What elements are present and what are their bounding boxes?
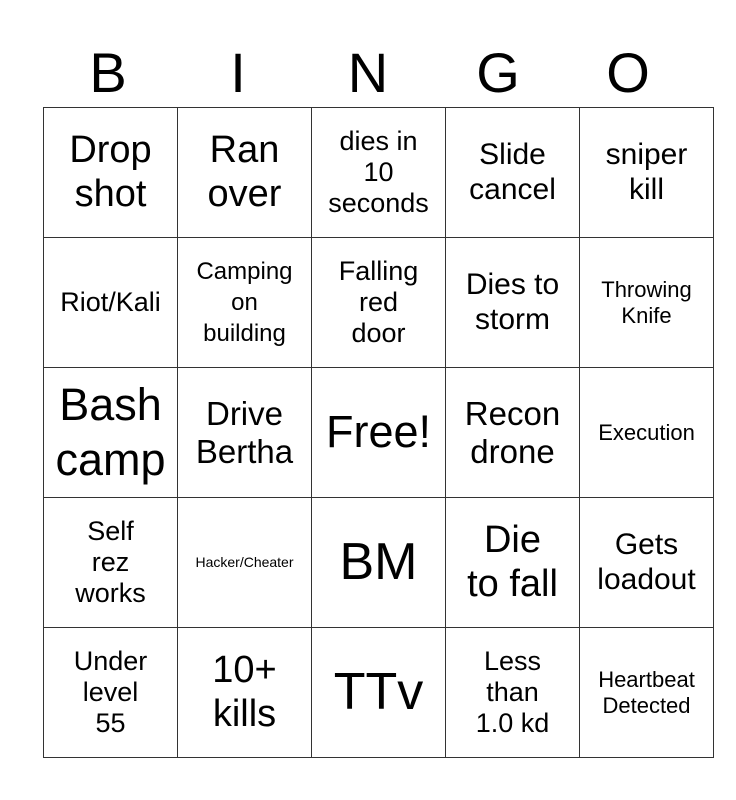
header-letter-g: G [476, 41, 520, 104]
free-space-cell[interactable]: Free! [312, 368, 446, 498]
bingo-cell[interactable]: Drop shot [44, 108, 178, 238]
bingo-cell[interactable]: Slide cancel [446, 108, 580, 238]
bingo-cell[interactable]: Throwing Knife [580, 238, 714, 368]
bingo-cell[interactable]: Under level 55 [44, 628, 178, 758]
header-letter-n: N [347, 41, 389, 104]
bingo-cell[interactable]: Execution [580, 368, 714, 498]
header-letter-b: B [89, 41, 127, 104]
bingo-header [43, 38, 693, 108]
bingo-cell[interactable]: Heartbeat Detected [580, 628, 714, 758]
bingo-cell[interactable]: Bash camp [44, 368, 178, 498]
bingo-cell[interactable]: Drive Bertha [178, 368, 312, 498]
bingo-cell[interactable]: dies in 10 seconds [312, 108, 446, 238]
bingo-cell[interactable]: Falling red door [312, 238, 446, 368]
board-row [44, 238, 714, 368]
board-row [44, 498, 714, 628]
bingo-cell[interactable]: Gets loadout [580, 498, 714, 628]
board-row [44, 108, 714, 238]
bingo-cell[interactable]: TTv [312, 628, 446, 758]
bingo-cell[interactable]: Riot/Kali [44, 238, 178, 368]
bingo-cell[interactable]: Hacker/Cheater [178, 498, 312, 628]
bingo-cell[interactable]: BM [312, 498, 446, 628]
bingo-cell[interactable]: Self rez works [44, 498, 178, 628]
bingo-cell[interactable]: Ran over [178, 108, 312, 238]
bingo-cell[interactable]: Camping on building [178, 238, 312, 368]
bingo-cell[interactable]: sniper kill [580, 108, 714, 238]
bingo-board [43, 107, 714, 758]
board-row [44, 628, 714, 758]
header-letter-i: I [230, 41, 246, 104]
board-row [44, 368, 714, 498]
bingo-cell[interactable]: Dies to storm [446, 238, 580, 368]
header-letter-o: O [606, 41, 650, 104]
bingo-cell[interactable]: Die to fall [446, 498, 580, 628]
bingo-cell[interactable]: Less than 1.0 kd [446, 628, 580, 758]
bingo-cell[interactable]: Recon drone [446, 368, 580, 498]
bingo-cell[interactable]: 10+ kills [178, 628, 312, 758]
